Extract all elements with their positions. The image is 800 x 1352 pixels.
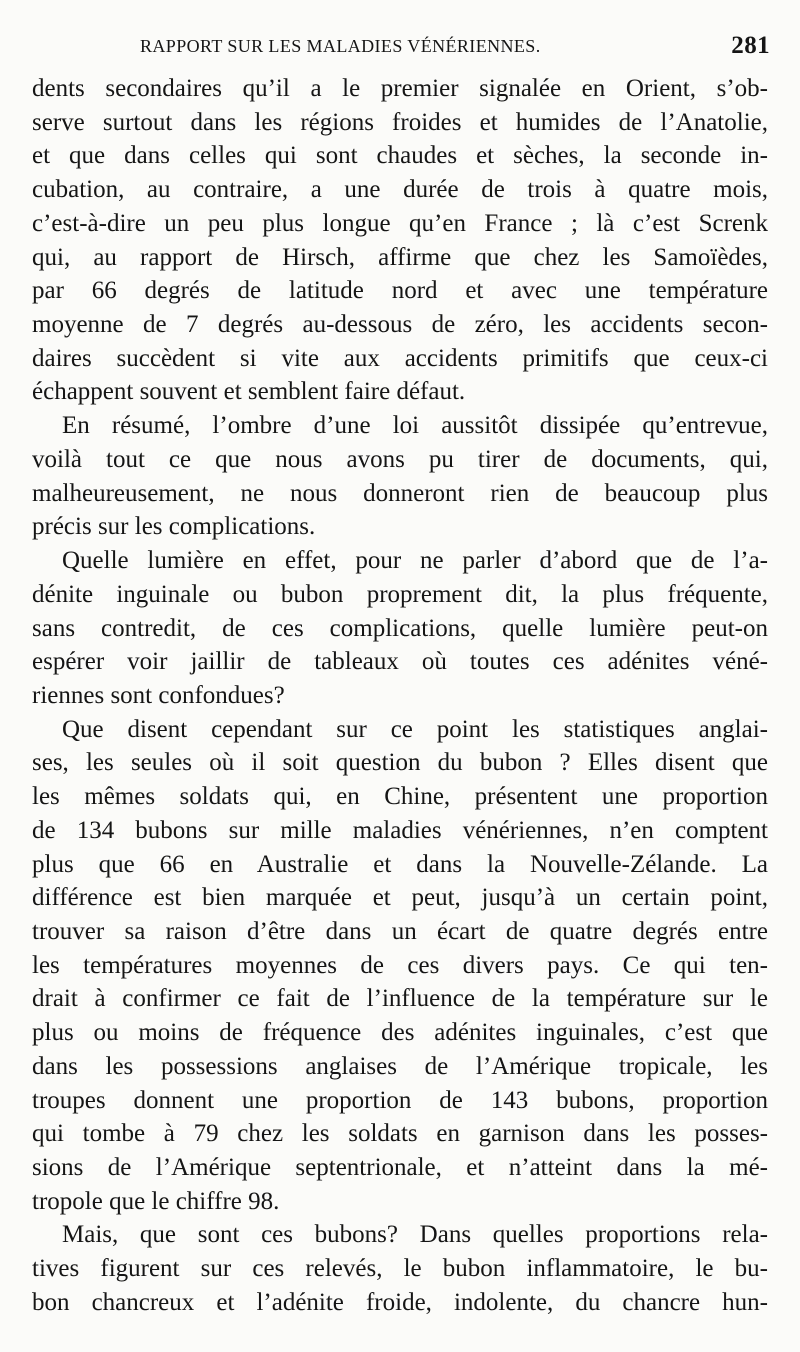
text-line: c’est-à-dire un peu plus longue qu’en France ; là c’est Screnk bbox=[32, 209, 768, 237]
text-line: tropole que le chiffre 98. bbox=[32, 1187, 280, 1215]
text-line: serve surtout dans les régions froides et humides de l’Anatolie, bbox=[32, 108, 768, 136]
text-line: échappent souvent et semblent faire défaut. bbox=[32, 378, 466, 406]
text-line: espérer voir jaillir de tableaux où toutes ces adénites véné- bbox=[32, 648, 768, 676]
text-line: sans contredit, de ces complications, quelle lumière peut-on bbox=[32, 614, 768, 642]
text-line: ses, les seules où il soit question du bubon ? Elles disent que bbox=[32, 749, 768, 777]
text-line: plus ou moins de fréquence des adénites inguinales, c’est que bbox=[32, 1019, 768, 1047]
text-line: drait à confirmer ce fait de l’influence de la température sur le bbox=[32, 985, 768, 1013]
text-line: précis sur les complications. bbox=[32, 513, 316, 541]
text-line: qui tombe à 79 chez les soldats en garnison dans les posses- bbox=[32, 1120, 768, 1148]
paragraph bbox=[32, 713, 768, 1219]
text-line: Mais, que sont ces bubons? Dans quelles proportions rela- bbox=[62, 1221, 768, 1249]
text-line: sions de l’Amérique septentrionale, et n’atteint dans la mé- bbox=[32, 1154, 768, 1181]
text-line: daires succèdent si vite aux accidents primitifs que ceux-ci bbox=[32, 344, 768, 372]
text-line: voilà tout ce que nous avons pu tirer de documents, qui, bbox=[32, 445, 768, 473]
text-line: qui, au rapport de Hirsch, affirme que chez les Samoïèdes, bbox=[32, 243, 768, 271]
text-line: différence est bien marquée et peut, jusqu’à un certain point, bbox=[32, 884, 768, 912]
text-line: En résumé, l’ombre d’une loi aussitôt dissipée qu’entrevue, bbox=[62, 412, 768, 440]
text-line: troupes donnent une proportion de 143 bubons, proportion bbox=[32, 1086, 768, 1114]
paragraph bbox=[32, 409, 768, 544]
text-line: bon chancreux et l’adénite froide, indolente, du chancre hun- bbox=[32, 1288, 768, 1316]
text-line: et que dans celles qui sont chaudes et sèches, la seconde in- bbox=[32, 142, 768, 170]
page-header bbox=[140, 32, 770, 66]
paragraph bbox=[32, 544, 768, 713]
text-line: par 66 degrés de latitude nord et avec une température bbox=[32, 277, 768, 305]
text-line: les mêmes soldats qui, en Chine, présentent une proportion bbox=[32, 783, 768, 811]
text-line: malheureusement, ne nous donneront rien de beaucoup plus bbox=[32, 479, 768, 507]
text-line: de 134 bubons sur mille maladies vénériennes, n’en comptent bbox=[32, 816, 768, 844]
text-line: cubation, au contraire, a une durée de trois à quatre mois, bbox=[32, 176, 768, 204]
text-line: Quelle lumière en effet, pour ne parler d’abord que de l’a- bbox=[62, 547, 768, 575]
text-line: plus que 66 en Australie et dans la Nouvelle-Zélande. La bbox=[32, 850, 768, 878]
text-line: les températures moyennes de ces divers pays. Ce qui ten- bbox=[32, 951, 768, 979]
text-line: dans les possessions anglaises de l’Amérique tropicale, les bbox=[32, 1052, 768, 1080]
page-number: 281 bbox=[731, 32, 770, 59]
text-line: tives figurent sur ces relevés, le bubon inflammatoire, le bu- bbox=[32, 1255, 768, 1283]
text-line: moyenne de 7 degrés au-dessous de zéro, les accidents secon- bbox=[32, 311, 768, 339]
text-line: riennes sont confondues? bbox=[32, 681, 285, 709]
paragraph bbox=[32, 1218, 768, 1319]
body-text bbox=[32, 72, 768, 1320]
text-line: trouver sa raison d’être dans un écart de quatre degrés entre bbox=[32, 917, 768, 945]
text-line: Que disent cependant sur ce point les statistiques anglai- bbox=[62, 715, 768, 743]
text-line: dénite inguinale ou bubon proprement dit, la plus fréquente, bbox=[32, 580, 768, 608]
text-line: dents secondaires qu’il a le premier signalée en Orient, s’ob- bbox=[32, 75, 768, 102]
running-title: RAPPORT SUR LES MALADIES VÉNÉRIENNES. bbox=[140, 36, 541, 56]
paragraph bbox=[32, 72, 768, 409]
